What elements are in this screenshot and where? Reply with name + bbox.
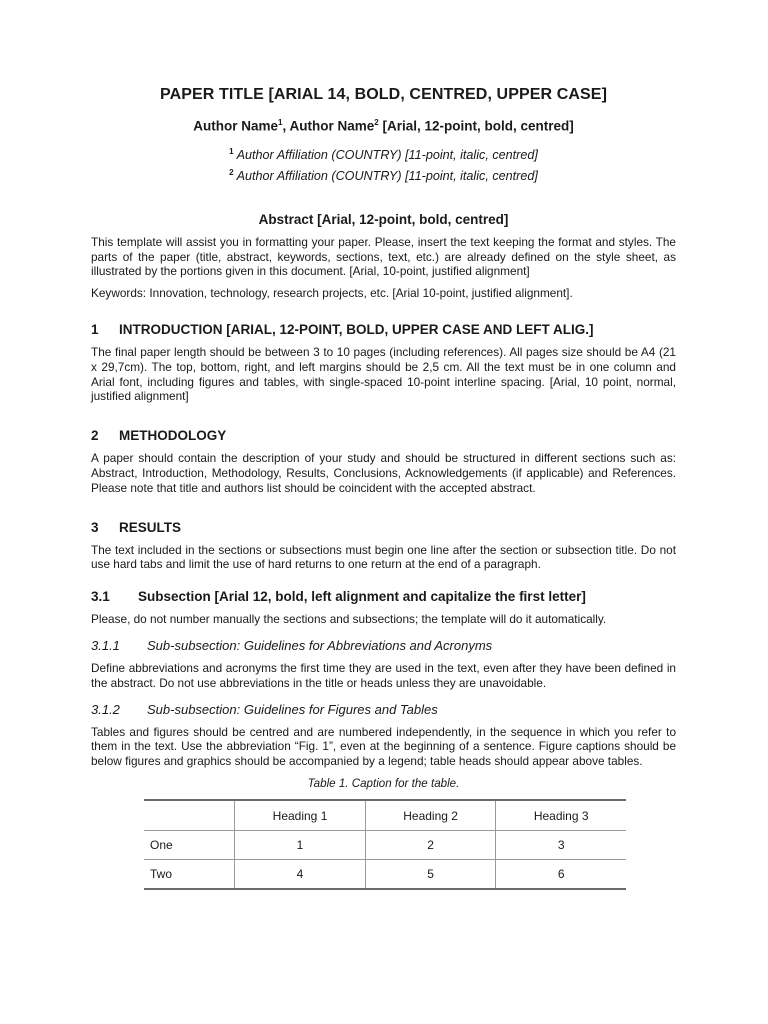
section-number: 2: [91, 428, 99, 444]
subsubsection-number: 3.1.1: [91, 638, 120, 654]
author-name-1: Author Name: [193, 118, 279, 134]
data-table: [144, 799, 626, 890]
table-row-label: Two: [144, 860, 235, 890]
author-name-2: Author Name: [289, 118, 375, 134]
subsection-heading: [91, 589, 676, 604]
section-number: 1: [91, 322, 99, 338]
section-heading-results: [91, 520, 676, 535]
abstract-heading: Abstract [Arial, 12-point, bold, centred]: [258, 211, 509, 227]
author-separator: ,: [282, 118, 290, 134]
table-cell: 5: [365, 860, 496, 890]
table-cell: 3: [496, 831, 626, 860]
table-cell: 1: [235, 831, 366, 860]
author-1-superscript: 1: [278, 118, 283, 127]
author-2-superscript: 2: [374, 118, 379, 127]
figures-tables-text: Tables and figures should be centred and are numbered independently, in the sequence in which you refer to them in the text. Use the abbreviation “Fig. 1”, even at the beginning of a sentence. Figure captions should be below figures and graphics should be accompanied by a legend; table heads should appear above tables.: [91, 724, 676, 769]
affiliations: [91, 143, 676, 185]
subsubsection-number: 3.1.2: [91, 701, 120, 717]
subsection-title: Subsection [Arial 12, bold, left alignment and capitalize the first letter]: [138, 589, 586, 605]
affiliation-2-superscript: 2: [229, 167, 234, 177]
table-header-cell: Heading 2: [365, 800, 496, 831]
abstract-text: This template will assist you in formatting your paper. Please, insert the text keeping the format and styles. The parts of the paper (title, abstract, keywords, sections, text, etc.) are already defined on the style sheet, as illustrated by the portions given in this document. [Arial, 10-point, justified alignment]: [91, 234, 676, 279]
subsection-number: 3.1: [91, 589, 110, 605]
affiliation-2-text: Author Affiliation (COUNTRY) [11-point, italic, centred]: [233, 168, 538, 183]
table-caption: Table 1. Caption for the table.: [307, 777, 460, 791]
section-title: INTRODUCTION [ARIAL, 12-POINT, BOLD, UPPER CASE AND LEFT ALIG.]: [119, 322, 594, 338]
subsubsection-heading-abbreviations: [91, 638, 676, 653]
affiliation-2: [91, 164, 676, 185]
affiliation-1-superscript: 1: [229, 146, 234, 156]
section-title: RESULTS: [119, 519, 182, 535]
table-header-cell: Heading 3: [496, 800, 626, 831]
subsubsection-title: Sub-subsection: Guidelines for Abbreviations and Acronyms: [147, 638, 493, 654]
introduction-text: The final paper length should be between 3 to 10 pages (including references). All pages size should be A4 (21 x 29,7cm). The top, bottom, right, and left margins should be 2,5 cm. All the text must be in one column and Arial font, including figures and tables, with single-spaced 10-point interline spacing. [Arial, 10 point, normal, justified alignment]: [91, 345, 676, 404]
table-cell: 2: [365, 831, 496, 860]
section-title: METHODOLOGY: [119, 428, 227, 444]
keywords-text: Keywords: Innovation, technology, research projects, etc. [Arial 10-point, justified alignment].: [91, 286, 573, 301]
table-cell: 4: [235, 860, 366, 890]
paper-title: PAPER TITLE [ARIAL 14, BOLD, CENTRED, UPPER CASE]: [159, 86, 608, 103]
section-number: 3: [91, 519, 99, 535]
affiliation-1: [91, 143, 676, 164]
subsubsection-heading-figures: [91, 702, 676, 717]
abbreviations-text: Define abbreviations and acronyms the first time they are used in the text, even after they have been defined in the abstract. Do not use abbreviations in the title or heads unless they are unavoidable.: [91, 661, 676, 690]
methodology-text: A paper should contain the description of your study and should be structured in different sections such as: Abstract, Introduction, Methodology, Results, Conclusions, Acknowledgements (if applicable) and References. Please note that title and authors list should be coincident with the accepted abstract.: [91, 451, 676, 495]
section-heading-introduction: [91, 322, 676, 337]
results-text: The text included in the sections or subsections must begin one line after the section or subsection title. Do not use hard tabs and limit the use of hard returns to one return at the end of a paragraph.: [91, 542, 676, 572]
affiliation-1-text: Author Affiliation (COUNTRY) [11-point, italic, centred]: [233, 147, 538, 162]
subsection-text: Please, do not number manually the sections and subsections; the template will do it automatically.: [91, 612, 607, 627]
table-header-cell: Heading 1: [235, 800, 366, 831]
table-row-label: One: [144, 831, 235, 860]
author-format-note: [Arial, 12-point, bold, centred]: [378, 118, 574, 134]
author-line: [91, 118, 676, 134]
table-row: [144, 831, 626, 860]
subsubsection-title: Sub-subsection: Guidelines for Figures and Tables: [147, 701, 438, 717]
table-header-cell: [144, 800, 235, 831]
table-cell: 6: [496, 860, 626, 890]
section-heading-methodology: [91, 428, 676, 443]
table-row: [144, 860, 626, 890]
table-header-row: [144, 800, 626, 831]
